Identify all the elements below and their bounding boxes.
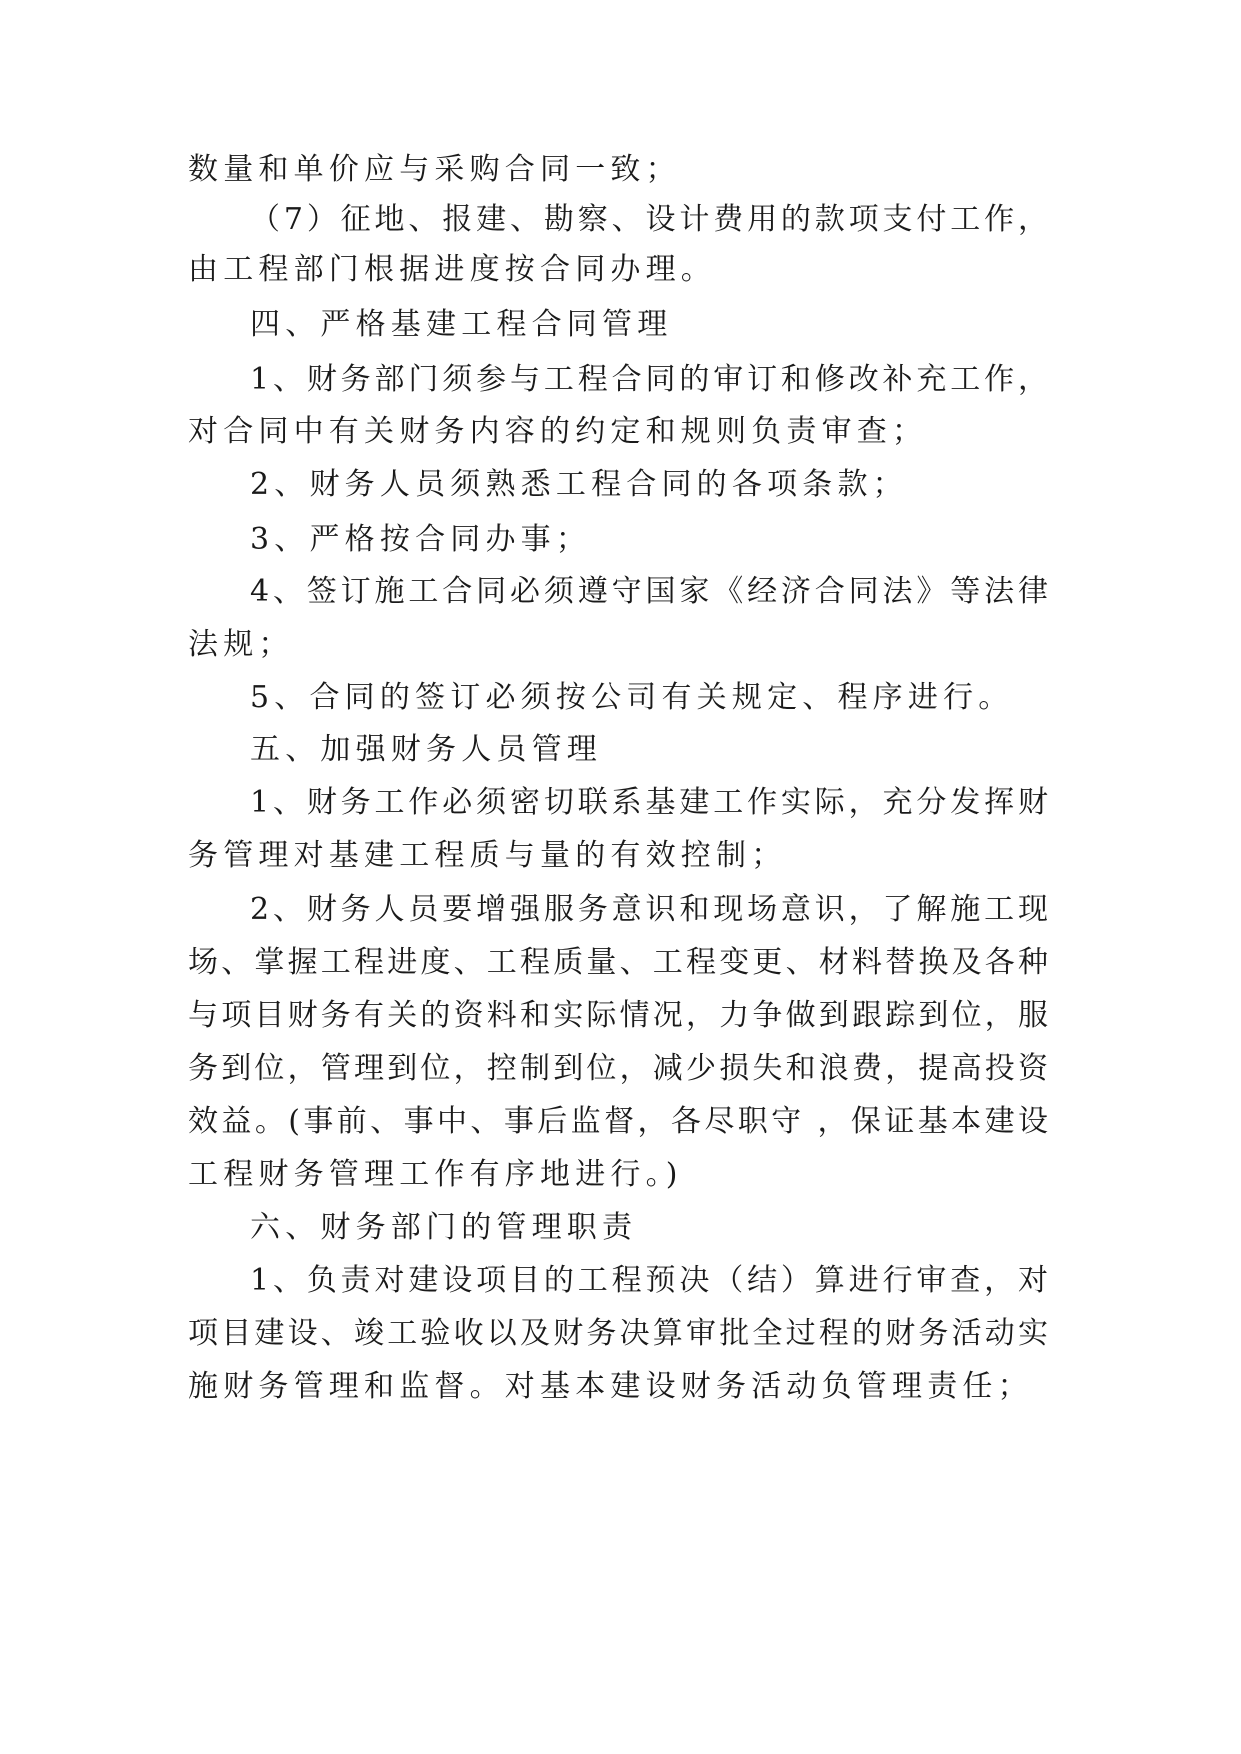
text-line: （7）征地、报建、勘察、设计费用的款项支付工作，: [250, 202, 1048, 237]
text-line: 1、财务部门须参与工程合同的审订和修改补充工作，: [250, 362, 1048, 397]
text-line: 施财务管理和监督。对基本建设财务活动负管理责任；: [188, 1369, 1033, 1404]
text-line: 2、财务人员要增强服务意识和现场意识，了解施工现: [250, 892, 1048, 927]
text-line: 4、签订施工合同必须遵守国家《经济合同法》等法律: [250, 574, 1048, 609]
section-heading: 六、财务部门的管理职责: [250, 1210, 638, 1245]
text-line: 务到位，管理到位，控制到位，减少损失和浪费，提高投资: [188, 1051, 1048, 1086]
text-line: 法规；: [188, 627, 294, 662]
section-heading: 五、加强财务人员管理: [250, 732, 602, 767]
text-line: 1、财务工作必须密切联系基建工作实际，充分发挥财: [250, 785, 1048, 820]
text-line: 2、财务人员须熟悉工程合同的各项条款；: [250, 467, 908, 502]
text-line: 由工程部门根据进度按合同办理。: [188, 252, 716, 287]
text-line: 数量和单价应与采购合同一致；: [188, 152, 681, 187]
text-line: 与项目财务有关的资料和实际情况，力争做到跟踪到位，服: [188, 998, 1048, 1033]
text-line: 对合同中有关财务内容的约定和规则负责审查；: [188, 414, 928, 449]
text-line: 3、严格按合同办事；: [250, 522, 592, 557]
text-line: 工程财务管理工作有序地进行。): [188, 1157, 683, 1192]
section-heading: 四、严格基建工程合同管理: [250, 307, 673, 342]
text-line: 务管理对基建工程质与量的有效控制；: [188, 838, 787, 873]
text-line: 效益。(事前、事中、事后监督，各尽职守 ，保证基本建设: [188, 1104, 1048, 1139]
text-line: 项目建设、竣工验收以及财务决算审批全过程的财务活动实: [188, 1316, 1048, 1351]
text-line: 1、负责对建设项目的工程预决（结）算进行审查，对: [250, 1263, 1048, 1298]
text-line: 场、掌握工程进度、工程质量、工程变更、材料替换及各种: [188, 945, 1048, 980]
text-line: 5、合同的签订必须按公司有关规定、程序进行。: [250, 680, 1014, 715]
